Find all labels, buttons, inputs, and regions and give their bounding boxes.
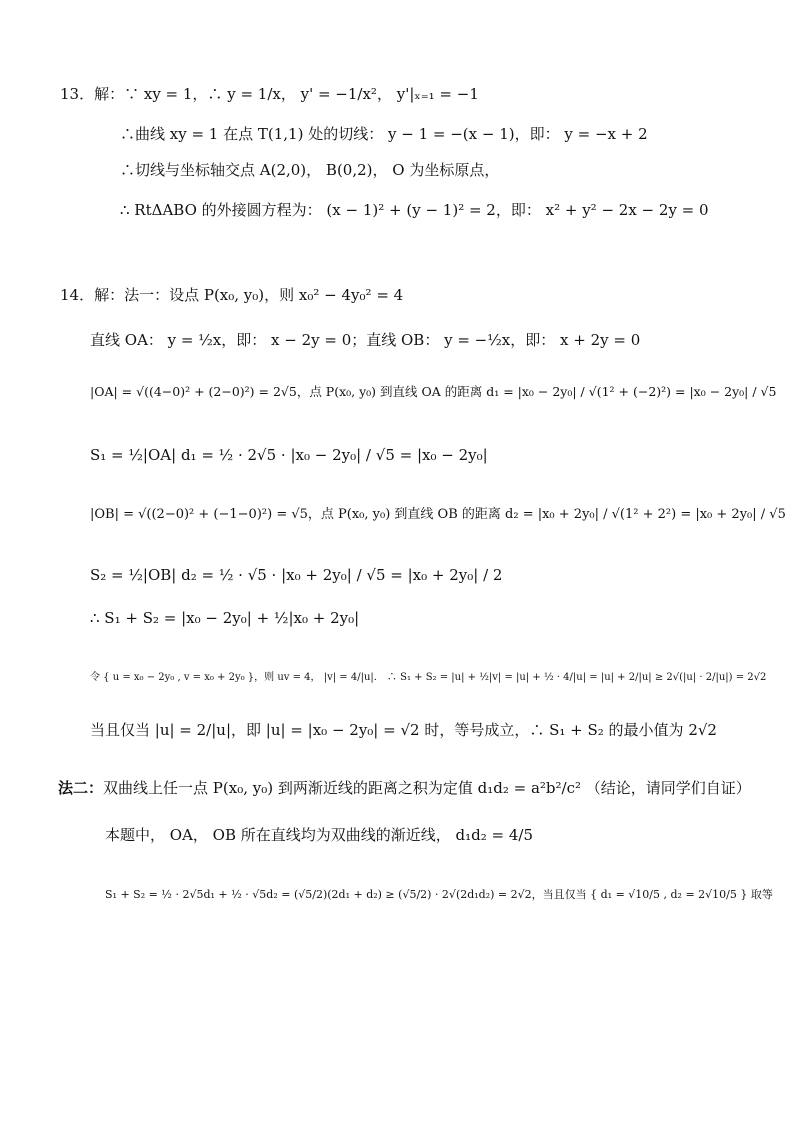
method2-line xyxy=(58,778,751,798)
p14-line1: 14．解：法一：设点 P(x₀, y₀)，则 x₀² − 4y₀² = 4 xyxy=(60,286,404,304)
p14-line9: 当且仅当 |u| = 2/|u|，即 |u| = |x₀ − 2y₀| = √2 时，等号成立，∴ S₁ + S₂ 的最小值为 2√2 xyxy=(90,721,717,739)
p14-line10: 双曲线上任一点 P(x₀, y₀) 到两渐近线的距离之积为定值 d₁d₂ = a²b²/c² （结论，请同学们自证） xyxy=(103,779,751,797)
p13-line3: ∴切线与坐标轴交点 A(2,0)， B(0,2)， O 为坐标原点， xyxy=(120,161,500,179)
p14-line12: S₁ + S₂ = ½ · 2√5d₁ + ½ · √5d₂ = (√5/2)(2d₁ + d₂) ≥ (√5/2) · 2√(2d₁d₂) = 2√2，当且仅当 { d₁ = √10/5 , d₂ = 2√10/5 } 取等 xyxy=(105,888,773,901)
p14-line8: 令 { u = x₀ − 2y₀ , v = x₀ + 2y₀ }，则 uv = 4， |v| = 4/|u|． ∴ S₁ + S₂ = |u| + ½|v| = |u| + ½ · 4/|u| = |u| + 2/|u| ≥ 2√(|u| · 2/|u|) = 2√2 xyxy=(90,672,767,683)
p14-line7: ∴ S₁ + S₂ = |x₀ − 2y₀| + ½|x₀ + 2y₀| xyxy=(90,609,360,627)
p13-line4: ∴ RtΔABO 的外接圆方程为： (x − 1)² + (y − 1)² = 2，即： x² + y² − 2x − 2y = 0 xyxy=(120,201,709,219)
p14-line6: S₂ = ½|OB| d₂ = ½ · √5 · |x₀ + 2y₀| / √5 = |x₀ + 2y₀| / 2 xyxy=(90,566,503,584)
p13-line1: 13．解：∵ xy = 1，∴ y = 1/x， y' = −1/x²， y'|ₓ₌₁ = −1 xyxy=(60,85,479,103)
p14-line2: 直线 OA： y = ½x，即： x − 2y = 0；直线 OB： y = −½x，即： x + 2y = 0 xyxy=(90,331,641,349)
p14-line4: S₁ = ½|OA| d₁ = ½ · 2√5 · |x₀ − 2y₀| / √5 = |x₀ − 2y₀| xyxy=(90,446,488,464)
p14-line11: 本题中， OA， OB 所在直线均为双曲线的渐近线， d₁d₂ = 4/5 xyxy=(105,826,534,844)
p14-line3: |OA| = √((4−0)² + (2−0)²) = 2√5，点 P(x₀, y₀) 到直线 OA 的距离 d₁ = |x₀ − 2y₀| / √(1² + (−2)²) = |x₀ − 2y₀| / √5 xyxy=(90,384,777,399)
method2-label: 法二： xyxy=(58,779,104,797)
p13-line2: ∴曲线 xy = 1 在点 T(1,1) 处的切线： y − 1 = −(x − 1)，即： y = −x + 2 xyxy=(120,125,648,143)
p14-line5: |OB| = √((2−0)² + (−1−0)²) = √5，点 P(x₀, y₀) 到直线 OB 的距离 d₂ = |x₀ + 2y₀| / √(1² + 2²) = |x₀ + 2y₀| / √5 xyxy=(90,507,786,522)
